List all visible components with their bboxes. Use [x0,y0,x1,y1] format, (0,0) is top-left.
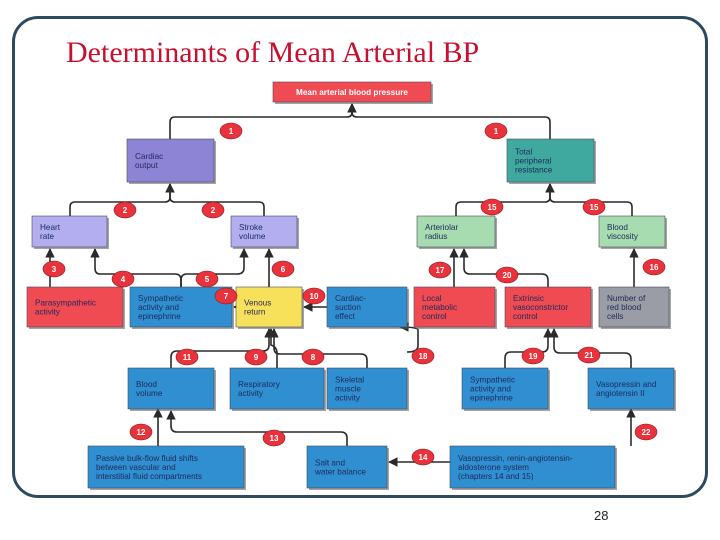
step-badge [272,261,294,277]
box-skeletal [327,368,409,411]
box-label: Cardiac output [135,152,164,170]
step-badge [112,271,134,287]
svg-text:15: 15 [589,203,599,212]
box-sympathetic-2 [462,368,550,411]
box-label: Arteriolar radius [425,223,459,241]
step-badge [202,202,224,218]
svg-text:19: 19 [528,352,538,361]
svg-text:6: 6 [280,265,286,274]
svg-text:18: 18 [418,352,428,361]
svg-text:17: 17 [435,266,445,275]
box-label: Respiratory activity [238,380,280,398]
box-label: Passive bulk-flow fluid shifts between vascular and interstitial fluid compartments [96,454,203,481]
step-badge [578,347,600,363]
svg-text:10: 10 [309,292,319,301]
box-label: Cardiac-suction effect [335,294,366,321]
step-badge [643,259,665,275]
box-label: Local metabolic control [422,294,458,321]
box-cardiac-output [127,139,216,184]
box-blood-volume [128,368,216,411]
svg-text:12: 12 [136,428,146,437]
step-badge [412,449,434,465]
step-badge [302,349,324,365]
box-label: Number of red blood cells [607,294,646,321]
step-badge [522,348,544,364]
box-extrinsic [505,287,593,329]
connector-arrow [352,104,550,139]
svg-text:4: 4 [120,275,126,284]
box-label: Sympathetic activity and epinephrine [470,375,516,403]
step-badge [114,202,136,218]
step-badge [245,349,267,365]
box-label: Total peripheral resistance [515,147,553,175]
box-raas [450,446,617,490]
box-parasympathetic [27,287,125,329]
box-map [273,82,433,104]
svg-text:20: 20 [502,271,512,280]
svg-text:11: 11 [182,353,192,362]
box-bulk-flow [88,446,246,490]
connector-arrow [456,184,550,216]
svg-text:14: 14 [418,453,428,462]
step-badge [220,123,242,139]
step-badge [635,424,657,440]
box-label: Parasympathetic activity [35,298,96,317]
connector-arrow [95,249,181,287]
step-badge [485,123,507,139]
step-badge [429,262,451,278]
connector-arrow [400,327,418,352]
box-venous-return [236,287,304,329]
box-vasopressin [588,368,676,411]
box-label: Venous return [244,298,272,317]
svg-text:1: 1 [228,127,234,136]
step-badge [130,424,152,440]
svg-text:1: 1 [493,127,499,136]
box-label: Heart rate [40,223,61,241]
step-badge [176,349,198,365]
box-stroke-volume [231,216,299,249]
svg-text:9: 9 [253,353,259,362]
box-label: Blood viscosity [607,223,638,241]
box-tpr [507,139,596,184]
box-local-metabolic [414,287,497,329]
svg-text:2: 2 [122,206,128,215]
box-label: Blood volume [136,380,163,398]
box-respiratory [230,368,326,411]
box-label: Vasopressin and angiotensin II [596,380,657,398]
step-badge [43,261,65,277]
box-label: Extrinsic vasoconstrictor control [513,294,569,321]
step-badge [215,288,237,304]
page-number: 28 [594,508,609,523]
box-label: Sympathetic activity and epinephrine [138,294,184,321]
svg-text:22: 22 [641,428,651,437]
step-badge [196,271,218,287]
connector-arrow [170,104,352,139]
svg-text:8: 8 [310,353,316,362]
step-badge [481,199,503,215]
box-arteriolar-radius [417,216,497,249]
step-badge [412,348,434,364]
svg-text:16: 16 [649,263,659,272]
step-badge [303,288,325,304]
slide-title: Determinants of Mean Arterial BP [66,36,480,69]
box-label: Skeletal muscle activity [335,375,365,403]
step-badge [263,430,285,446]
svg-text:13: 13 [269,434,279,443]
box-heart-rate [32,216,109,249]
svg-text:7: 7 [223,292,229,301]
svg-text:15: 15 [487,203,497,212]
box-rbc [599,287,671,329]
connector-arrow [171,411,347,446]
box-label: Stroke volume [239,223,266,241]
box-blood-viscosity [599,216,667,249]
step-badge [583,199,605,215]
box-label: Vasopressin, renin-angiotensin-aldosterone system (chapters 14 and 15) [458,454,573,481]
box-label: Mean arterial blood pressure [296,88,408,97]
box-salt-water [307,446,389,490]
svg-text:3: 3 [51,265,57,274]
svg-text:5: 5 [204,275,210,284]
box-cardiac-suction [327,287,409,329]
svg-text:2: 2 [210,206,216,215]
box-label: Salt and water balance [315,458,366,477]
svg-text:21: 21 [584,351,594,360]
step-badge [496,267,518,283]
